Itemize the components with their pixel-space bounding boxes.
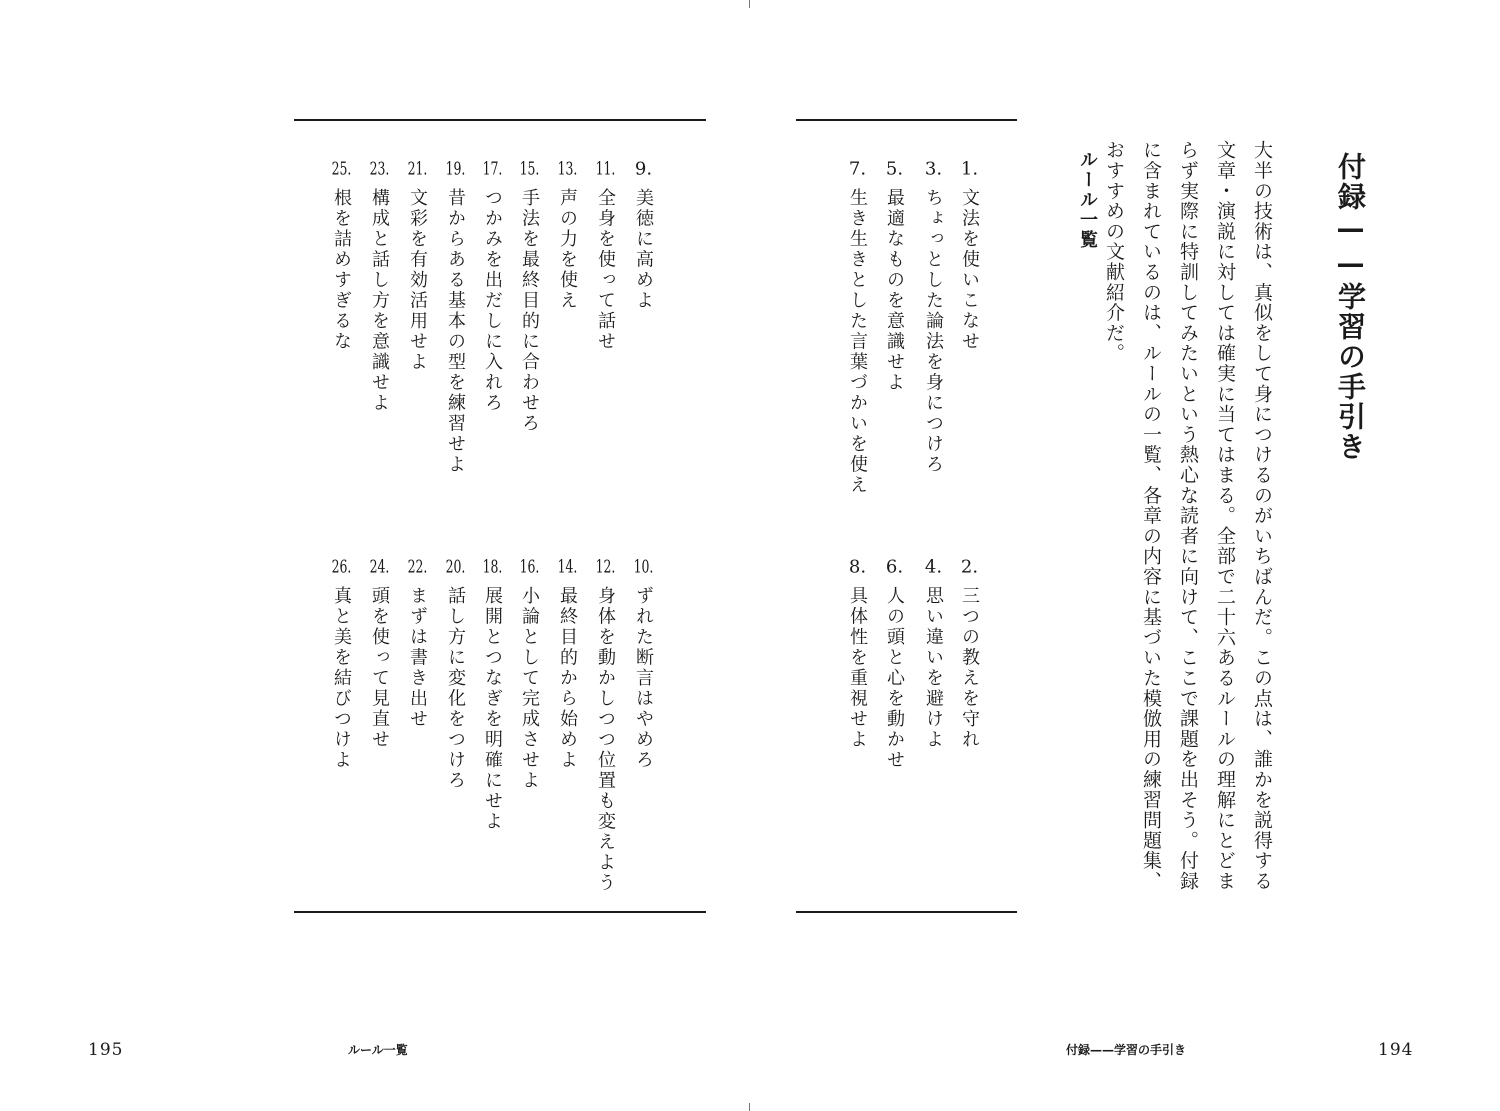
- rule-text: ちょっとした論法を身につけろ: [923, 188, 944, 475]
- rule-item: [366, 160, 392, 414]
- rule-text: ずれた断言はやめろ: [633, 586, 654, 771]
- rule-item: [554, 558, 580, 771]
- rule-item: [479, 160, 505, 414]
- rule-item: [920, 160, 946, 475]
- rule-text: 文法を使いこなせ: [959, 188, 980, 352]
- rule-item: [592, 160, 618, 352]
- rule-text: つかみを出だしに入れろ: [482, 188, 503, 414]
- rule-item: [442, 558, 468, 791]
- rule-number: 26.: [331, 558, 352, 576]
- rule-number: 7.: [848, 160, 867, 178]
- rule-line-bottom-right: [796, 911, 1017, 913]
- rule-text: 根を詰めすぎるな: [331, 188, 352, 352]
- page-number-left: 195: [88, 1040, 124, 1060]
- page-number-right: 194: [1378, 1040, 1414, 1060]
- rule-text: 昔からある基本の型を練習せよ: [445, 188, 466, 475]
- rule-number: 12.: [595, 558, 616, 576]
- rule-text: 手法を最終目的に合わせろ: [519, 188, 540, 434]
- rule-number: 4.: [924, 558, 943, 576]
- rule-item: [516, 160, 542, 434]
- rule-item: [554, 160, 580, 311]
- rule-item: [956, 160, 982, 352]
- rule-number: 13.: [557, 160, 578, 178]
- rule-text: 話し方に変化をつけろ: [445, 586, 466, 791]
- rule-item: [366, 558, 392, 750]
- rule-text: 人の頭と心を動かせ: [884, 586, 905, 771]
- rule-line-top-left: [294, 119, 706, 121]
- rule-item: [516, 558, 542, 791]
- rule-item: [328, 558, 354, 771]
- rule-number: 9.: [634, 160, 653, 178]
- rule-number: 11.: [595, 160, 616, 178]
- rule-text: 生き生きとした言葉づかいを使え: [847, 188, 868, 496]
- running-head-left: ルール一覧: [348, 1043, 408, 1057]
- rule-text: 最終目的から始めよ: [557, 586, 578, 771]
- rule-number: 17.: [482, 160, 503, 178]
- rule-text: 思い違いを避けよ: [923, 586, 944, 750]
- rule-item: [844, 160, 870, 496]
- rule-item: [328, 160, 354, 352]
- intro-paragraph: 大半の技術は、真似をして身につけるのがいちばんだ。この点は、誰かを説得する文章・演説に対しては確実に当てはまる。全部で二十六あるルールの理解にとどまらず実際に特訓してみたいという熱心な読者に向けて、ここで課題を出そう。付録に含まれているのは、ルールの一覧、各章の内容に基づいた模倣用の練習問題集、おすすめの文献紹介だ。: [1103, 140, 1273, 892]
- rule-line-bottom-left: [294, 911, 706, 913]
- rule-number: 15.: [519, 160, 540, 178]
- rule-number: 6.: [885, 558, 904, 576]
- rule-number: 19.: [445, 160, 466, 178]
- rule-item: [844, 558, 870, 750]
- rule-item: [881, 160, 907, 393]
- rule-number: 1.: [960, 160, 979, 178]
- rule-line-top-right: [796, 119, 1017, 121]
- rule-number: 16.: [519, 558, 540, 576]
- rule-text: 声の力を使え: [557, 188, 578, 311]
- rule-item: [956, 558, 982, 750]
- rule-number: 5.: [885, 160, 904, 178]
- rule-number: 8.: [848, 558, 867, 576]
- rule-item: [404, 160, 430, 373]
- rule-text: 身体を動かしつつ位置も変えよう: [595, 586, 616, 894]
- rule-number: 25.: [331, 160, 352, 178]
- rule-text: 最適なものを意識せよ: [884, 188, 905, 393]
- rule-item: [630, 160, 656, 311]
- rule-number: 22.: [407, 558, 428, 576]
- trim-mark-bottom: [749, 1103, 750, 1111]
- rule-text: 小論として完成させよ: [519, 586, 540, 791]
- rule-number: 21.: [407, 160, 428, 178]
- rule-text: 具体性を重視せよ: [847, 586, 868, 750]
- rule-number: 20.: [445, 558, 466, 576]
- rule-item: [404, 558, 430, 730]
- rule-text: 構成と話し方を意識せよ: [369, 188, 390, 414]
- rule-text: 展開とつなぎを明確にせよ: [482, 586, 503, 832]
- rule-number: 2.: [960, 558, 979, 576]
- rule-number: 3.: [924, 160, 943, 178]
- trim-mark-top: [749, 0, 750, 8]
- rule-item: [920, 558, 946, 750]
- rule-text: 三つの教えを守れ: [959, 586, 980, 750]
- rule-number: 18.: [482, 558, 503, 576]
- rule-item: [881, 558, 907, 771]
- rule-number: 14.: [557, 558, 578, 576]
- rules-heading: ルール一覧: [1077, 150, 1098, 250]
- rule-number: 24.: [369, 558, 390, 576]
- rule-text: 文彩を有効活用せよ: [407, 188, 428, 373]
- rule-text: 美徳に高めよ: [633, 188, 654, 311]
- rule-number: 10.: [633, 558, 654, 576]
- rule-item: [442, 160, 468, 475]
- rule-item: [479, 558, 505, 832]
- rule-text: まずは書き出せ: [407, 586, 428, 730]
- rule-item: [592, 558, 618, 894]
- rule-text: 全身を使って話せ: [595, 188, 616, 352]
- rule-number: 23.: [369, 160, 390, 178]
- rule-item: [630, 558, 656, 771]
- page-title: 付録——学習の手引き: [1334, 152, 1367, 462]
- running-head-right: 付録——学習の手引き: [1066, 1043, 1187, 1057]
- rule-text: 真と美を結びつけよ: [331, 586, 352, 771]
- rule-text: 頭を使って見直せ: [369, 586, 390, 750]
